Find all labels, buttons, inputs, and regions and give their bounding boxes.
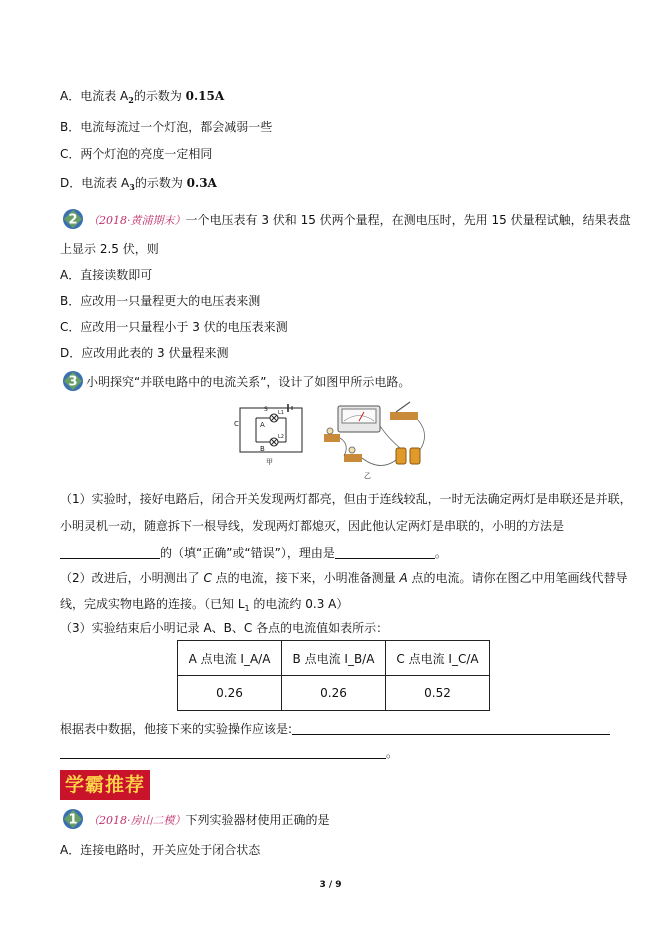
next-q-line: （2018·房山二模）下列实验器材使用正确的是 bbox=[88, 813, 330, 827]
next-q-option-a: A．连接电路时，开关应处于闭合状态 bbox=[60, 843, 261, 857]
circuit-diagram-jia bbox=[240, 404, 302, 452]
q2-line-2: 上显示 2.5 伏，则 bbox=[60, 242, 159, 256]
table-value-a: 0.26 bbox=[178, 676, 282, 711]
table-header-a: A 点电流 I_A/A bbox=[178, 641, 282, 676]
point-b-label: B bbox=[260, 445, 265, 453]
svg-text:2: 2 bbox=[68, 212, 78, 228]
option-a-prev: A．电流表 $A_2$的示数为 0.15A bbox=[60, 89, 225, 105]
table-header-b: B 点电流 I_B/A bbox=[282, 641, 386, 676]
q3-after-line: 根据表中数据，他接下来的实验操作应该是: bbox=[60, 721, 610, 737]
q3-end-line: 。 bbox=[60, 745, 398, 761]
q3-part1-line2: 小明灵机一动，随意拆下一根导线，发现两灯都熄灭，因此他认定两灯是串联的，小明的方法是 bbox=[60, 519, 565, 533]
q3-part1-line3: 的（填“正确”或“错误”），理由是 。 bbox=[60, 545, 447, 561]
q2-line-1: （2018·黄浦期末）一个电压表有 3 伏和 15 伏两个量程，在测电压时，先用 15 伏量程试触，结果表盘 bbox=[88, 213, 631, 227]
q3-part3: （3）实验结束后小明记录 A、B、C 各点的电流值如表所示： bbox=[60, 621, 389, 635]
question-number-2-icon bbox=[62, 208, 84, 230]
switch-label: S bbox=[264, 406, 268, 413]
table-header-row bbox=[178, 641, 490, 676]
question-number-3-icon bbox=[62, 370, 84, 392]
table-row bbox=[178, 676, 490, 711]
option-d-prev: D．电流表 $A_3$的示数为 0.3A bbox=[60, 176, 217, 192]
apparatus-diagram-yi bbox=[324, 402, 425, 466]
q2-option-b: B．应改用一只量程更大的电压表来测 bbox=[60, 294, 261, 308]
q2-source: （2018·黄浦期末） bbox=[88, 214, 186, 227]
svg-text:3: 3 bbox=[68, 374, 78, 390]
next-q-source: （2018·房山二模） bbox=[88, 814, 186, 827]
lamp-l2-label: L2 bbox=[278, 434, 284, 440]
table-value-c: 0.52 bbox=[386, 676, 490, 711]
answer-blank-reason[interactable] bbox=[335, 546, 435, 559]
circuit-figure bbox=[230, 398, 440, 480]
point-a-label: A bbox=[260, 421, 265, 429]
option-c-prev: C．两个灯泡的亮度一定相同 bbox=[60, 147, 213, 161]
q3-part1-line1: （1）实验时，接好电路后，闭合开关发现两灯都亮，但由于连线较乱，一时无法确定两灯是串联还是并联， bbox=[60, 492, 632, 506]
option-b-prev: B．电流每流过一个灯泡，都会减弱一些 bbox=[60, 120, 273, 134]
label-yi: 乙 bbox=[364, 472, 371, 480]
page-number: 3 / 9 bbox=[319, 880, 342, 890]
label-jia: 甲 bbox=[266, 458, 273, 466]
q2-option-c: C．应改用一只量程小于 3 伏的电压表来测 bbox=[60, 320, 288, 334]
point-c-label: C bbox=[234, 420, 239, 428]
q2-option-d: D．应改用此表的 3 伏量程来测 bbox=[60, 346, 229, 360]
q2-option-a: A．直接读数即可 bbox=[60, 268, 153, 282]
q3-part2-line1: （2）改进后，小明测出了 C 点的电流，接下来，小明准备测量 A 点的电流。请你在图乙中用笔画线代替导 bbox=[60, 571, 628, 585]
q3-part2-line2: 线，完成实物电路的连接。（已知 $L_1$ 的电流约 0.3 A） bbox=[60, 597, 349, 613]
current-table bbox=[177, 640, 490, 711]
section-banner: 学霸推荐 bbox=[60, 770, 150, 800]
question-number-1-icon bbox=[62, 808, 84, 830]
q3-intro: 小明探究“并联电路中的电流关系”，设计了如图甲所示电路。 bbox=[86, 375, 411, 389]
answer-blank-next-step-cont[interactable] bbox=[60, 746, 386, 759]
answer-blank-next-step[interactable] bbox=[292, 722, 610, 735]
svg-text:1: 1 bbox=[68, 812, 78, 828]
table-value-b: 0.26 bbox=[282, 676, 386, 711]
table-header-c: C 点电流 I_C/A bbox=[386, 641, 490, 676]
answer-blank-correctness[interactable] bbox=[60, 546, 160, 559]
lamp-l1-label: L1 bbox=[278, 410, 284, 416]
